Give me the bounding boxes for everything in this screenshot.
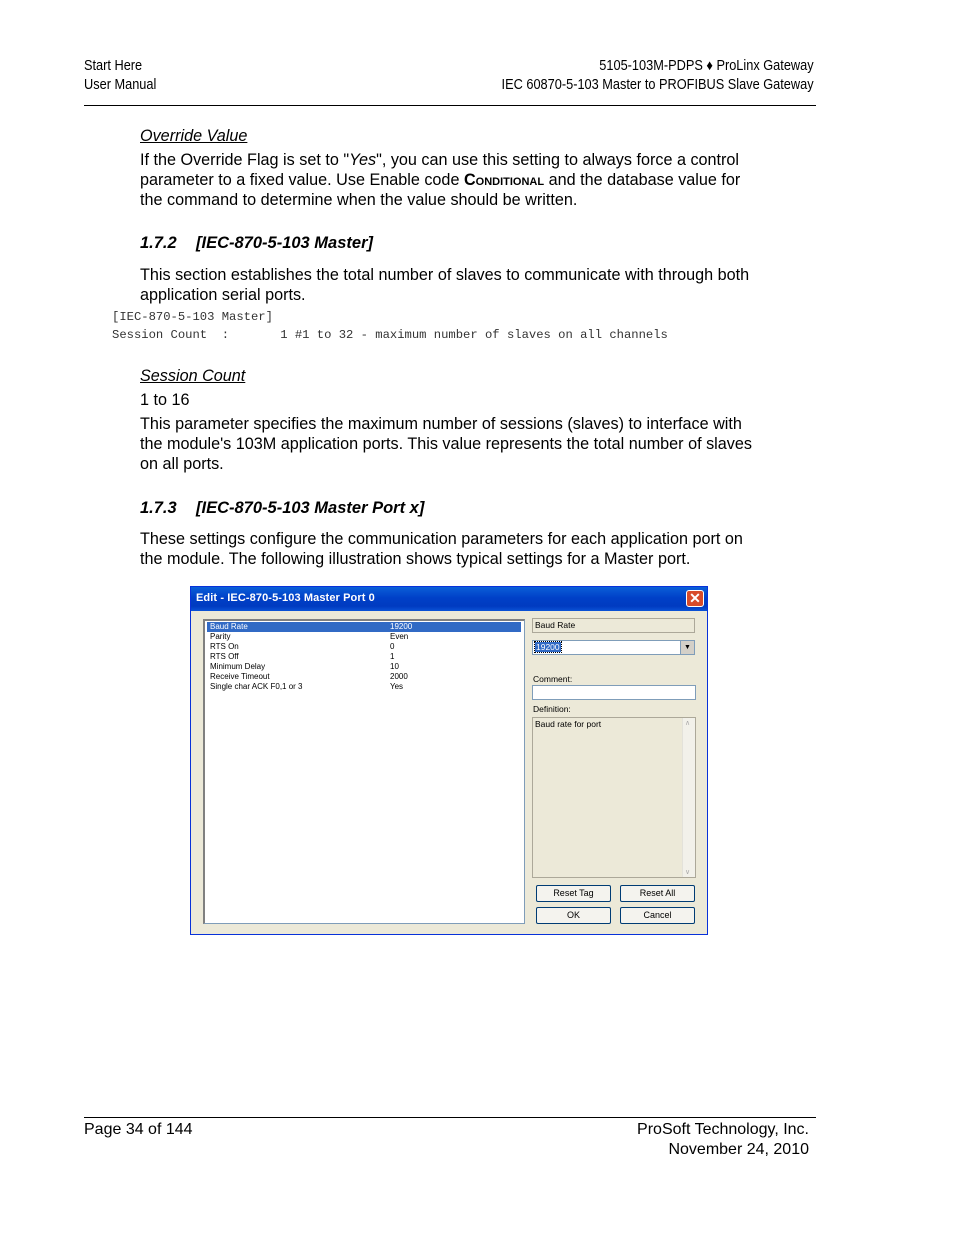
section-1-7-3-paragraph: These settings configure the communication parameters for each application port on the module. The following illustration shows typical settings for a Master port. xyxy=(140,530,743,568)
definition-scrollbar[interactable] xyxy=(682,718,695,877)
session-count-heading: Session Count xyxy=(140,367,246,385)
definition-text-area xyxy=(532,717,696,878)
override-value-heading: Override Value xyxy=(140,127,248,145)
running-header-left xyxy=(84,57,156,95)
page-number: Page 34 of 144 xyxy=(84,1121,193,1138)
session-count-paragraph: This parameter specifies the maximum number of sessions (slaves) to interface with the module's 103M application ports. This value represents the total number of slaves on all ports. xyxy=(140,415,752,473)
session-count-range: 1 to 16 xyxy=(140,391,190,409)
footer-rule xyxy=(84,1117,816,1118)
reset-tag-button[interactable]: Reset Tag xyxy=(536,885,611,902)
override-text-a: If the Override Flag is set to " xyxy=(140,151,350,169)
header-product-desc: IEC 60870-5-103 Master to PROFIBUS Slave Gateway xyxy=(501,77,814,93)
list-item[interactable] xyxy=(207,622,521,632)
value-dropdown[interactable] xyxy=(532,640,695,655)
param-value: 19200 xyxy=(390,622,413,631)
list-item[interactable] xyxy=(207,632,521,642)
comment-input[interactable] xyxy=(532,685,696,700)
param-value: 1 xyxy=(390,652,395,661)
comment-label: Comment: xyxy=(533,674,573,684)
footer-right xyxy=(637,1120,809,1160)
override-text-yes: Yes xyxy=(349,151,377,169)
header-product: 5105-103M-PDPS ♦ ProLinx Gateway xyxy=(599,58,814,74)
override-text-b: ", you can use this setting to always force a control parameter to a fixed value. Use Enable code xyxy=(140,151,740,189)
reset-all-button[interactable]: Reset All xyxy=(620,885,695,902)
param-name: Minimum Delay xyxy=(210,662,266,671)
parameter-list[interactable] xyxy=(203,619,525,924)
definition-text: Baud rate for port xyxy=(535,719,602,729)
param-value: Even xyxy=(390,632,409,641)
param-value: 2000 xyxy=(390,672,408,681)
list-item[interactable] xyxy=(207,682,521,692)
list-item[interactable] xyxy=(207,672,521,682)
company-name: ProSoft Technology, Inc. xyxy=(637,1121,809,1138)
selected-param-name-field xyxy=(532,618,695,633)
section-1-7-3-heading xyxy=(140,499,424,518)
list-item[interactable] xyxy=(207,662,521,672)
list-item[interactable] xyxy=(207,642,521,652)
section-number: 1.7.2 xyxy=(140,234,177,252)
edit-dialog-screenshot xyxy=(190,586,708,935)
value-dropdown-selected: 19200 xyxy=(536,642,560,652)
cancel-button[interactable]: Cancel xyxy=(620,907,695,924)
param-name: Single char ACK F0,1 or 3 xyxy=(210,682,303,691)
chevron-down-icon[interactable]: ▼ xyxy=(680,641,694,654)
close-icon[interactable]: ✕ xyxy=(686,590,704,607)
scroll-down-icon[interactable]: ∨ xyxy=(685,869,691,876)
selected-param-name: Baud Rate xyxy=(535,620,576,630)
override-text-c: and the database value for the command to determine when the value should be written. xyxy=(140,171,741,209)
scroll-up-icon[interactable]: ∧ xyxy=(685,720,691,727)
definition-label: Definition: xyxy=(533,704,571,714)
param-value: Yes xyxy=(390,682,404,691)
section-number: 1.7.3 xyxy=(140,499,177,517)
running-header-right xyxy=(502,57,814,95)
ok-button[interactable]: OK xyxy=(536,907,611,924)
param-name: Receive Timeout xyxy=(210,672,270,681)
section-title: [IEC-870-5-103 Master Port x] xyxy=(196,499,425,517)
param-name: RTS Off xyxy=(210,652,239,661)
list-item[interactable] xyxy=(207,652,521,662)
config-code-line-1: [IEC-870-5-103 Master] xyxy=(112,310,273,324)
override-value-paragraph xyxy=(140,150,765,210)
param-name: RTS On xyxy=(210,642,239,651)
section-1-7-2-heading xyxy=(140,234,373,253)
publish-date: November 24, 2010 xyxy=(668,1141,809,1158)
param-value: 10 xyxy=(390,662,399,671)
section-title: [IEC-870-5-103 Master] xyxy=(196,234,373,252)
param-name: Parity xyxy=(210,632,231,641)
header-doc-type: User Manual xyxy=(84,77,157,93)
config-code-line-2: Session Count : 1 #1 to 32 - maximum number of slaves on all channels xyxy=(112,328,668,342)
param-value: 0 xyxy=(390,642,395,651)
override-text-conditional: Conditional xyxy=(463,171,545,189)
dialog-title-bar xyxy=(191,587,707,611)
param-name: Baud Rate xyxy=(210,622,248,631)
section-1-7-2-paragraph: This section establishes the total number of slaves to communicate with through both application serial ports. xyxy=(140,266,750,304)
header-rule xyxy=(84,105,816,106)
header-section: Start Here xyxy=(84,58,143,74)
dialog-title: Edit - IEC-870-5-103 Master Port 0 xyxy=(196,592,375,604)
